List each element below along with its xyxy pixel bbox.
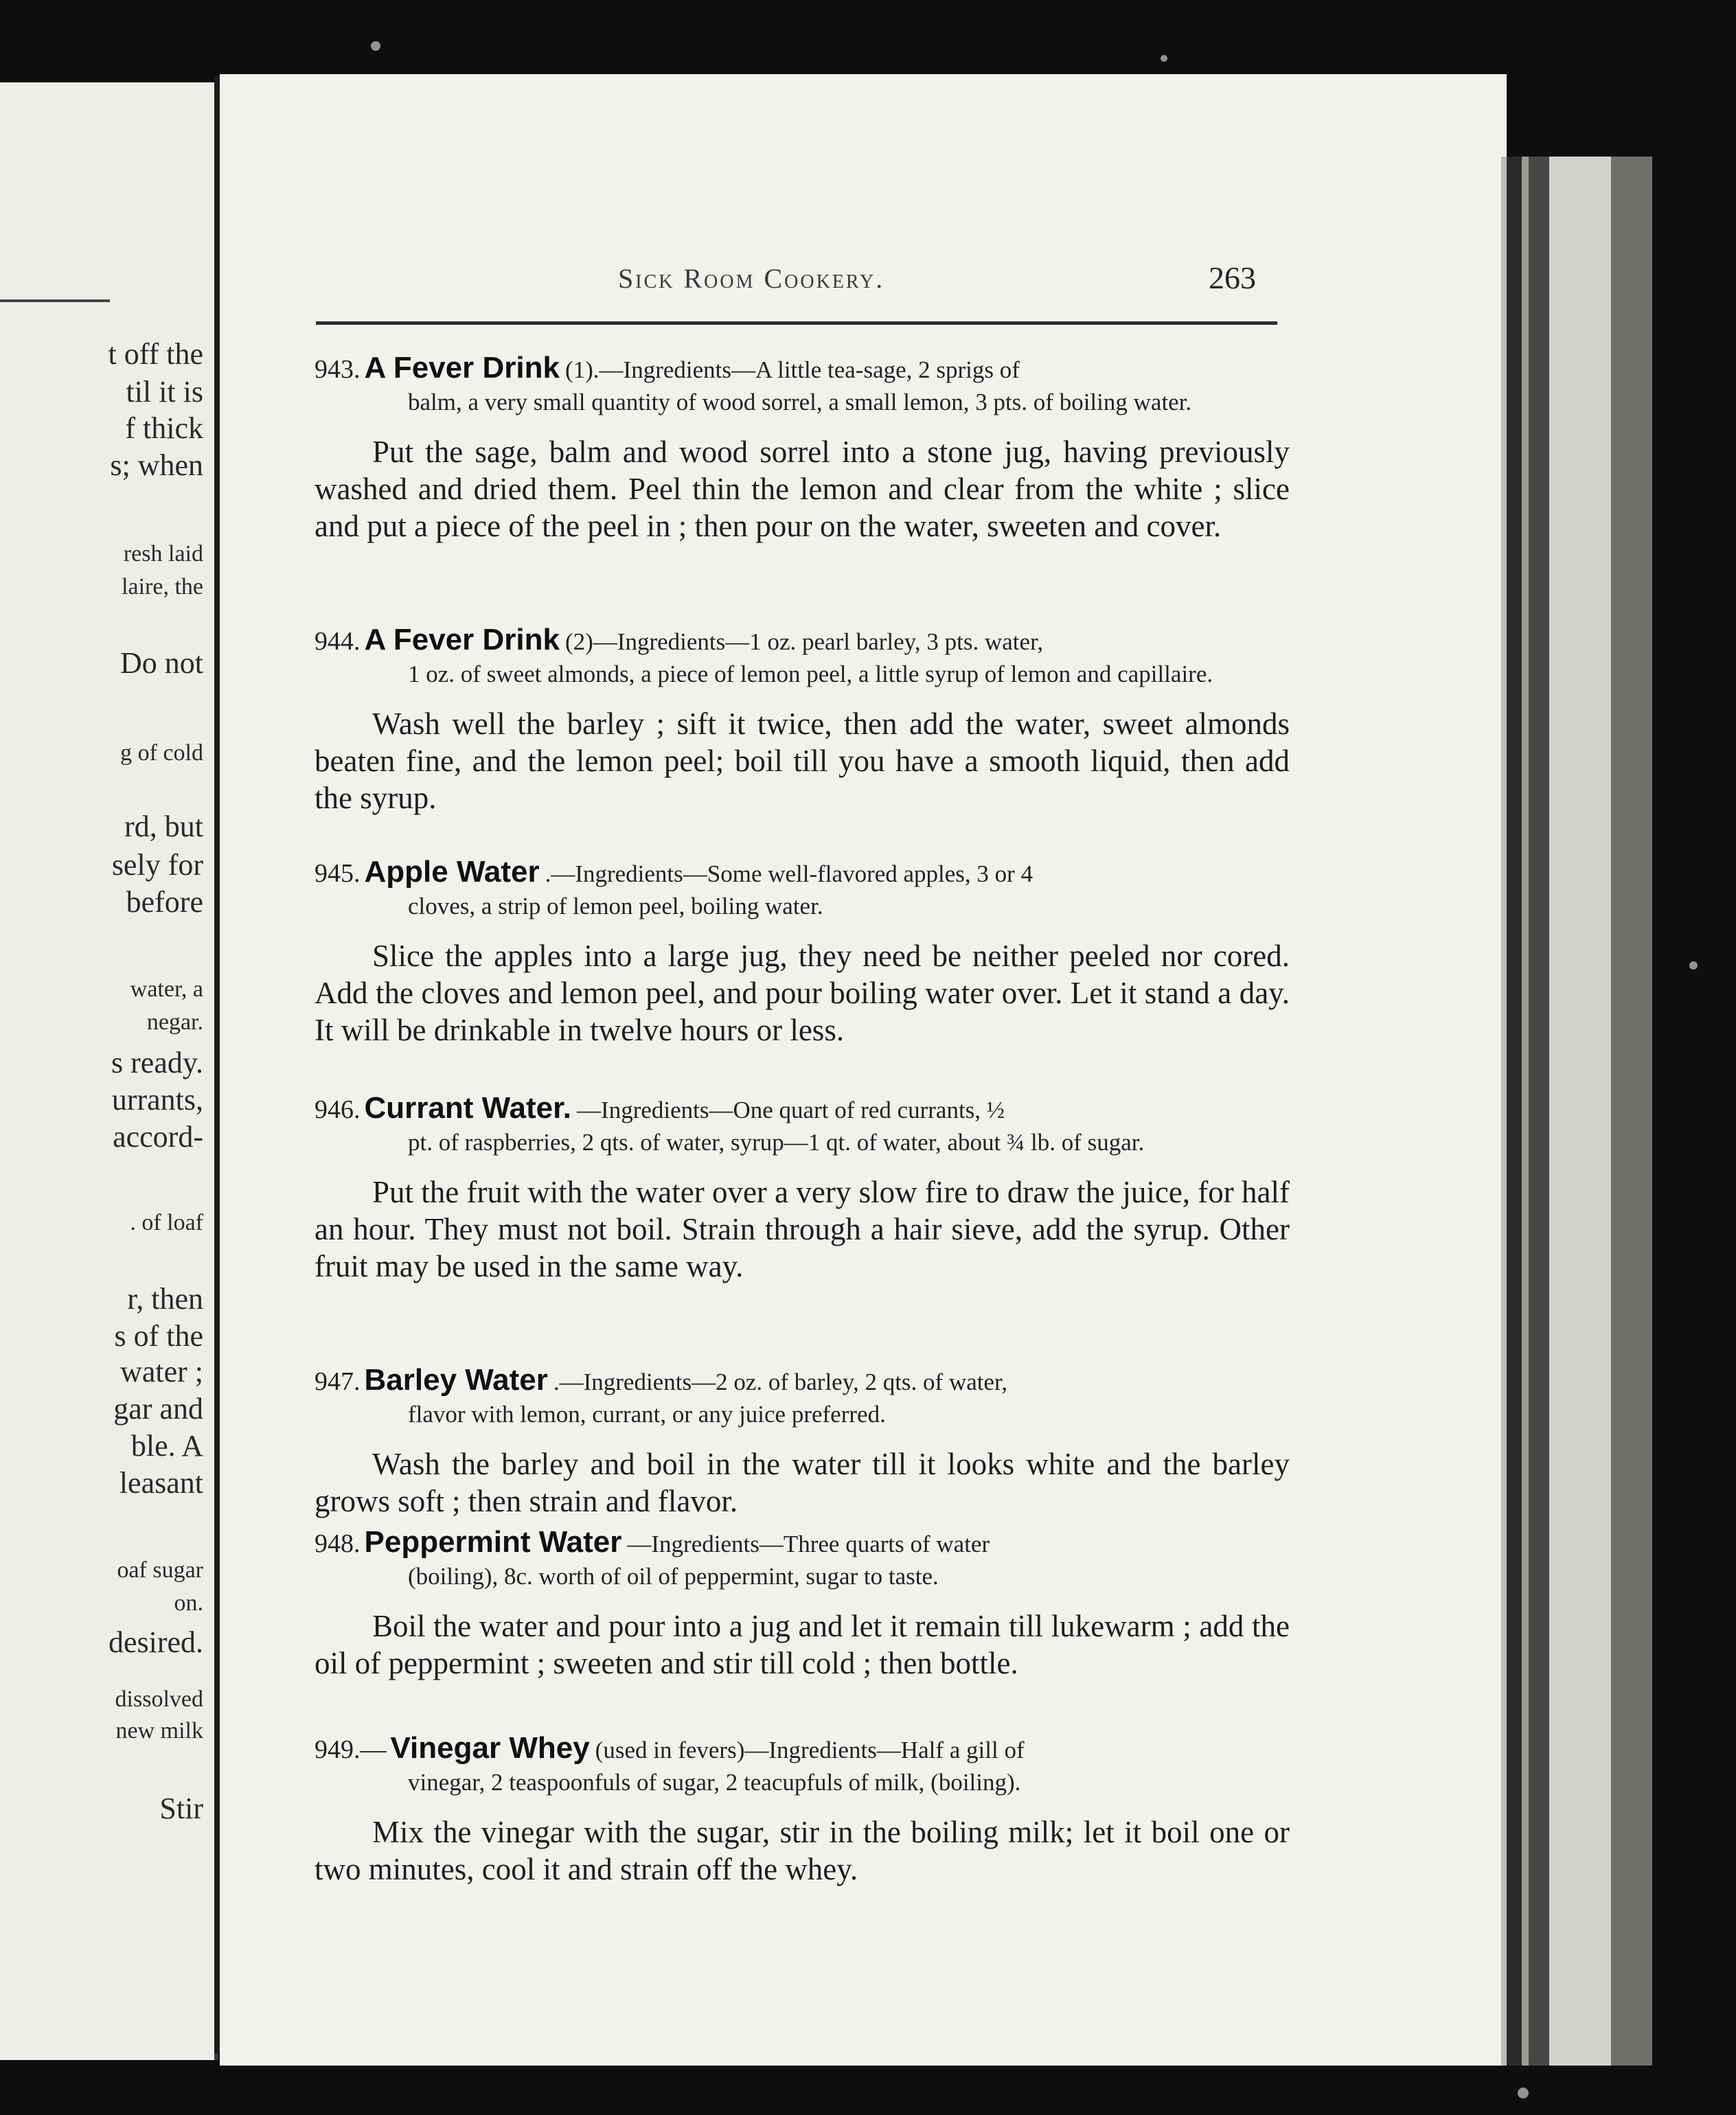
recipe-ingredients-continued: pt. of raspberries, 2 qts. of water, syrup—1 qt. of water, about ¾ lb. of sugar.: [408, 1129, 1145, 1156]
recipe-heading: [315, 624, 1290, 658]
recipe-directions: Put the sage, balm and wood sorrel into a stone jug, having previously washed and dried them. Peel thin the lemon and clear from the white ; slice and put a piece of the peel in ; then pour on the water, sweeten and cover.: [315, 435, 1290, 543]
facing-page-line: water, a: [130, 976, 203, 1002]
page-edge: [1529, 157, 1549, 2066]
facing-page-line: oaf sugar: [117, 1557, 203, 1583]
recipe-ingredients: —Ingredients—Three quarts of water: [627, 1531, 990, 1557]
scan-speck: [371, 41, 380, 51]
book-gutter: [214, 76, 220, 2053]
recipe-title: Barley Water: [364, 1363, 548, 1397]
recipe-number: 945.: [315, 859, 361, 888]
recipe-945: [315, 856, 1290, 1049]
facing-page-line: s ready.: [111, 1046, 203, 1079]
page-edge: [1611, 157, 1652, 2066]
facing-page-line: water ;: [120, 1355, 203, 1388]
facing-page-line: ble. A: [130, 1429, 203, 1463]
facing-page-line: accord-: [113, 1120, 203, 1154]
running-head: Sick Room Cookery.: [618, 263, 885, 294]
facing-page-line: g of cold: [120, 740, 203, 766]
facing-page-line: s; when: [110, 448, 203, 482]
recipe-title: A Fever Drink: [364, 623, 560, 656]
facing-page-line: desired.: [108, 1625, 203, 1659]
recipe-directions: Wash the barley and boil in the water till it looks white and the barley grows soft ; then strain and flavor.: [315, 1447, 1290, 1518]
recipe-heading: [315, 1364, 1290, 1398]
recipe-946: [315, 1092, 1290, 1285]
page-edge: [1507, 157, 1522, 2066]
recipe-ingredients: (used in fevers)—Ingredients—Half a gill of: [595, 1737, 1025, 1763]
recipe-ingredients: (1).—Ingredients—A little tea-sage, 2 sprigs of: [564, 356, 1020, 383]
facing-page-rule: [0, 299, 110, 302]
facing-page-line: gar and: [113, 1392, 203, 1426]
recipe-number: 949.—: [315, 1735, 387, 1764]
recipe-number: 948.: [315, 1529, 361, 1558]
facing-page-line: on.: [174, 1590, 203, 1616]
recipe-ingredients-continued: (boiling), 8c. worth of oil of peppermint, sugar to taste.: [408, 1563, 939, 1590]
facing-page-line: laire, the: [122, 574, 203, 599]
facing-page-line: rd, but: [124, 810, 203, 843]
recipe-949: [315, 1732, 1290, 1888]
recipe-title: Currant Water.: [364, 1091, 572, 1125]
recipe-ingredients-continued: balm, a very small quantity of wood sorrel, a small lemon, 3 pts. of boiling water.: [408, 389, 1192, 415]
recipe-943: [315, 352, 1290, 545]
facing-page-line: s of the: [114, 1319, 203, 1353]
facing-page-line: sely for: [111, 848, 203, 882]
recipe-directions: Mix the vinegar with the sugar, stir in the boiling milk; let it boil one or two minutes, cool it and strain off the whey.: [315, 1815, 1290, 1886]
facing-page-line: before: [126, 885, 203, 919]
facing-page-line: til it is: [126, 375, 203, 409]
recipe-number: 944.: [315, 627, 361, 656]
facing-page-line: dissolved: [115, 1687, 203, 1712]
facing-page-line: Stir: [159, 1792, 203, 1825]
recipe-number: 946.: [315, 1095, 361, 1124]
scan-speck: [1161, 55, 1167, 62]
scan-speck: [1518, 2088, 1529, 2099]
scan-speck: [1689, 961, 1698, 970]
recipe-title: A Fever Drink: [364, 351, 560, 385]
recipe-ingredients-continued: flavor with lemon, currant, or any juice preferred.: [408, 1401, 886, 1428]
facing-page-line: resh laid: [123, 541, 203, 567]
recipe-directions: Boil the water and pour into a jug and let it remain till lukewarm ; add the oil of peppermint ; sweeten and stir till cold ; then bottle.: [315, 1609, 1290, 1680]
recipe-directions: Slice the apples into a large jug, they need be neither peeled nor cored. Add the cloves and lemon peel, and pour boiling water over. Let it stand a day. It will be drinkable in twelve hours or less.: [315, 939, 1290, 1047]
recipe-heading: [315, 1526, 1290, 1560]
recipe-ingredients-continued: vinegar, 2 teaspoonfuls of sugar, 2 teacupfuls of milk, (boiling).: [408, 1769, 1021, 1796]
facing-page-line: f thick: [125, 411, 203, 445]
facing-page-line: new milk: [115, 1718, 203, 1744]
recipe-title: Peppermint Water: [364, 1525, 622, 1559]
recipe-heading: [315, 856, 1290, 890]
recipe-ingredients: .—Ingredients—Some well-flavored apples, 3 or 4: [545, 860, 1033, 887]
recipe-directions: Wash well the barley ; sift it twice, then add the water, sweet almonds beaten fine, and the lemon peel; boil till you have a smooth liquid, then add the syrup.: [315, 707, 1290, 815]
recipe-heading: [315, 1732, 1290, 1766]
facing-page-line: t off the: [108, 337, 203, 371]
recipe-directions: Put the fruit with the water over a very slow fire to draw the juice, for half an hour. They must not boil. Strain through a hair sieve, add the syrup. Other fruit may be used in the same way.: [315, 1175, 1290, 1283]
facing-page-line: Do not: [120, 646, 203, 680]
facing-page-line: . of loaf: [130, 1210, 203, 1235]
recipe-ingredients-continued: 1 oz. of sweet almonds, a piece of lemon peel, a little syrup of lemon and capillaire.: [408, 661, 1213, 687]
recipe-947: [315, 1364, 1290, 1520]
recipe-ingredients-continued: cloves, a strip of lemon peel, boiling water.: [408, 893, 823, 919]
recipe-title: Apple Water: [364, 855, 540, 889]
page-edge: [1549, 157, 1611, 2066]
recipe-ingredients: —Ingredients—One quart of red currants, ½: [577, 1097, 1005, 1123]
facing-page: [0, 82, 218, 2060]
recipe-number: 943.: [315, 355, 361, 384]
recipe-948: [315, 1526, 1290, 1682]
recipe-title: Vinegar Whey: [390, 1731, 590, 1765]
recipe-number: 947.: [315, 1367, 361, 1396]
recipe-heading: [315, 352, 1290, 386]
facing-page-line: leasant: [119, 1466, 203, 1500]
facing-page-line: r, then: [127, 1282, 203, 1316]
recipe-944: [315, 624, 1290, 816]
page-edge: [1522, 157, 1529, 2066]
recipe-ingredients: .—Ingredients—2 oz. of barley, 2 qts. of water,: [553, 1369, 1008, 1395]
page-number: 263: [1209, 260, 1256, 295]
facing-page-line: urrants,: [111, 1083, 203, 1117]
page-edge: [1501, 157, 1507, 2066]
facing-page-line: negar.: [146, 1009, 203, 1035]
recipe-ingredients: (2)—Ingredients—1 oz. pearl barley, 3 pts. water,: [564, 628, 1044, 655]
header-rule: [316, 321, 1277, 325]
recipe-heading: [315, 1092, 1290, 1126]
